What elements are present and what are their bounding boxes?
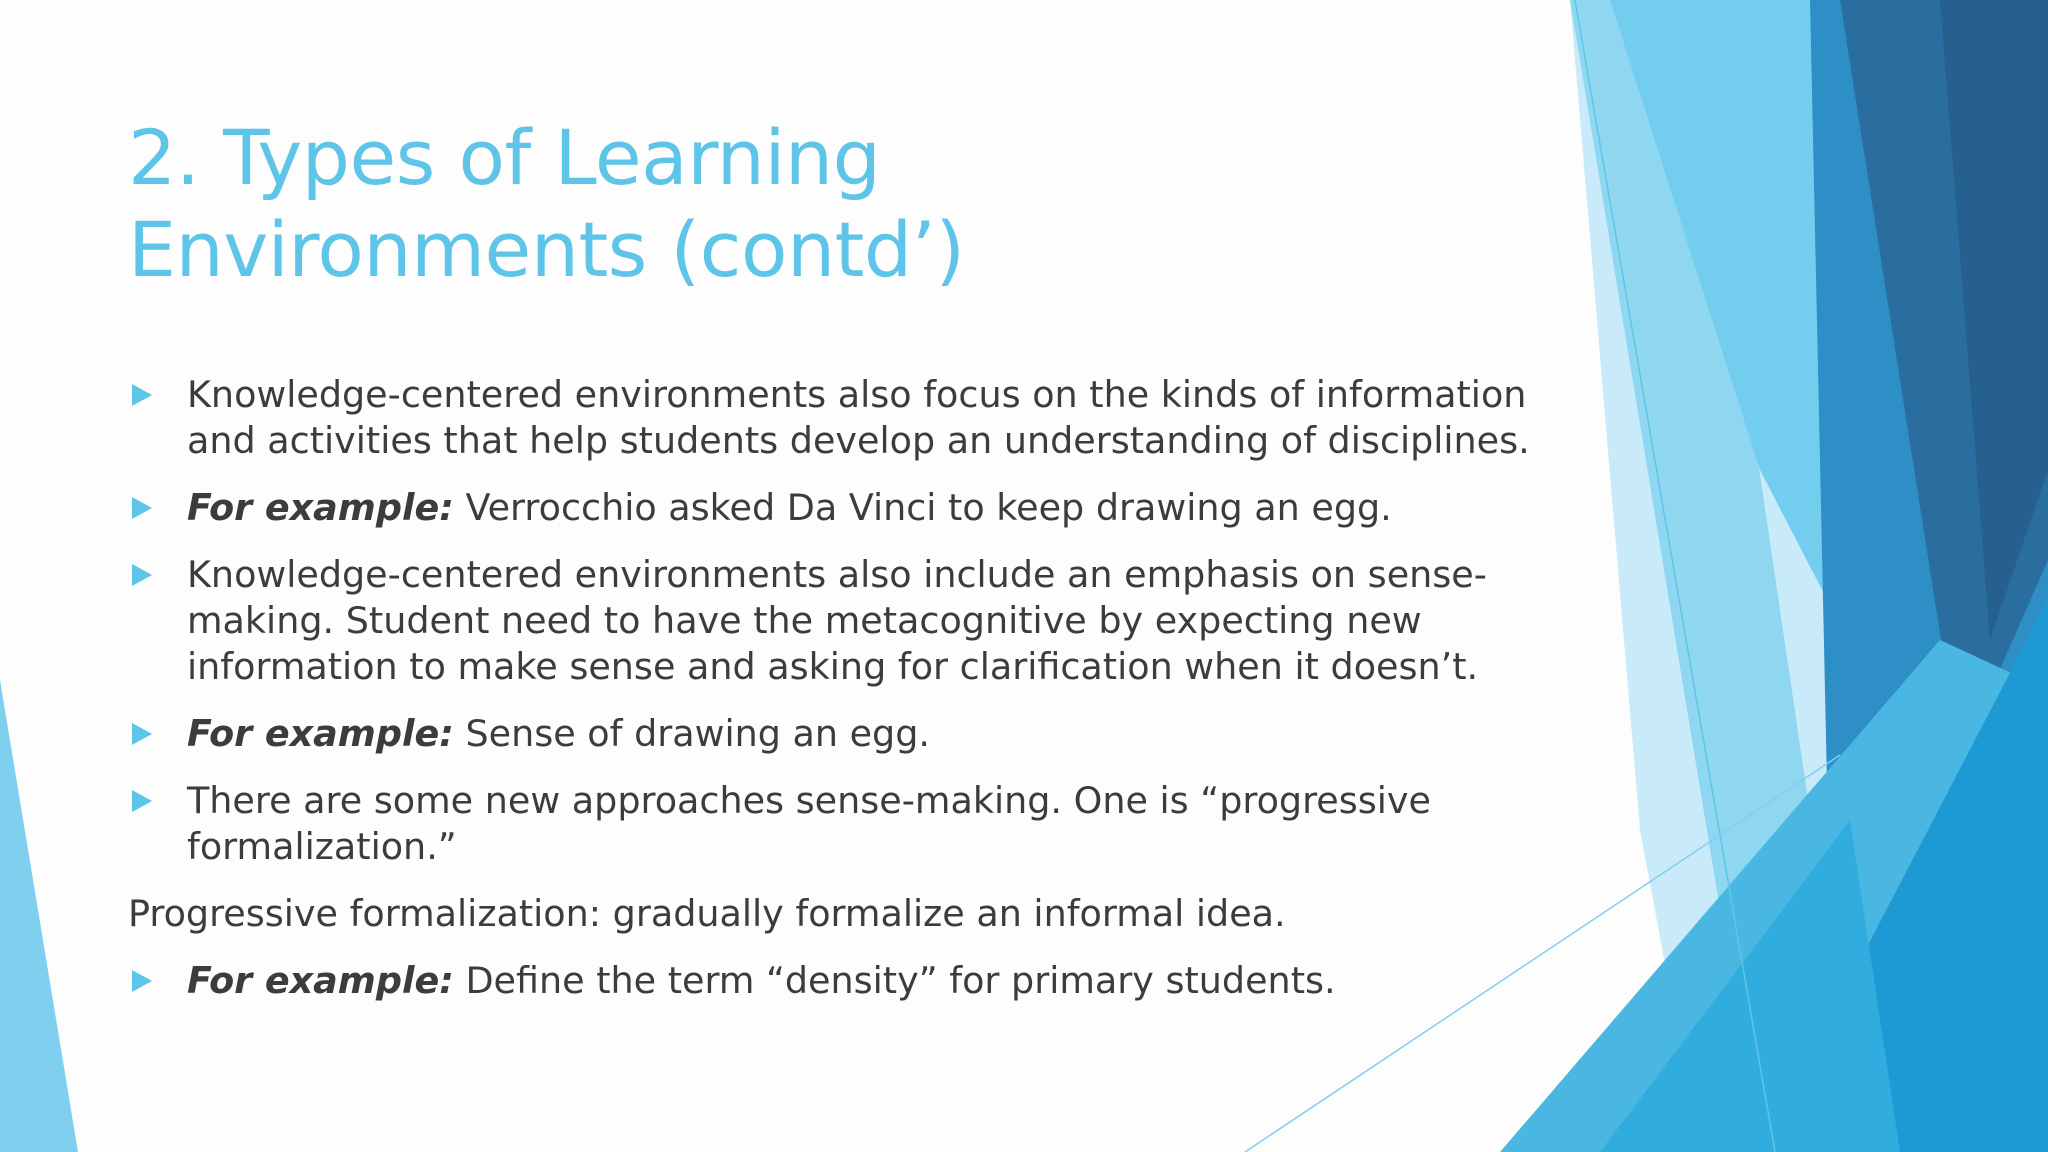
bullet-item <box>128 958 1568 1004</box>
bullet-text: Define the term “density” for primary students. <box>453 959 1336 1002</box>
bullet-item <box>128 552 1568 690</box>
slide-title: 2. Types of Learning Environments (contd’) <box>128 113 965 294</box>
example-lead: For example: <box>187 712 454 755</box>
bullet-arrow-icon <box>132 970 152 992</box>
bullet-text: There are some new approaches sense-making. One is “progressive formalization.” <box>187 779 1431 868</box>
bullet-item <box>128 778 1568 870</box>
bullet-arrow-icon <box>132 564 152 586</box>
bullet-arrow-icon <box>132 497 152 519</box>
bullet-item <box>128 711 1568 757</box>
paragraph-text: Progressive formalization: gradually formalize an informal idea. <box>128 892 1286 935</box>
bullet-arrow-icon <box>132 384 152 406</box>
bullet-item <box>128 485 1568 531</box>
left-edge-shape <box>0 680 78 1152</box>
bullet-item <box>128 372 1568 464</box>
bullet-text: Sense of drawing an egg. <box>453 712 931 755</box>
bullet-text: Knowledge-centered environments also include an emphasis on sense-making. Student need to have the metacognitive by expecting new information to make sense and asking for clarification when it doesn’t. <box>187 553 1487 688</box>
slide-body <box>128 372 1568 1025</box>
bullet-arrow-icon <box>132 790 152 812</box>
bullet-text: Knowledge-centered environments also focus on the kinds of information and activities that help students develop an understanding of disciplines. <box>187 373 1530 462</box>
example-lead: For example: <box>187 959 454 1002</box>
plain-paragraph <box>128 891 1568 937</box>
bullet-arrow-icon <box>132 723 152 745</box>
example-lead: For example: <box>187 486 454 529</box>
bullet-text: Verrocchio asked Da Vinci to keep drawing an egg. <box>453 486 1392 529</box>
